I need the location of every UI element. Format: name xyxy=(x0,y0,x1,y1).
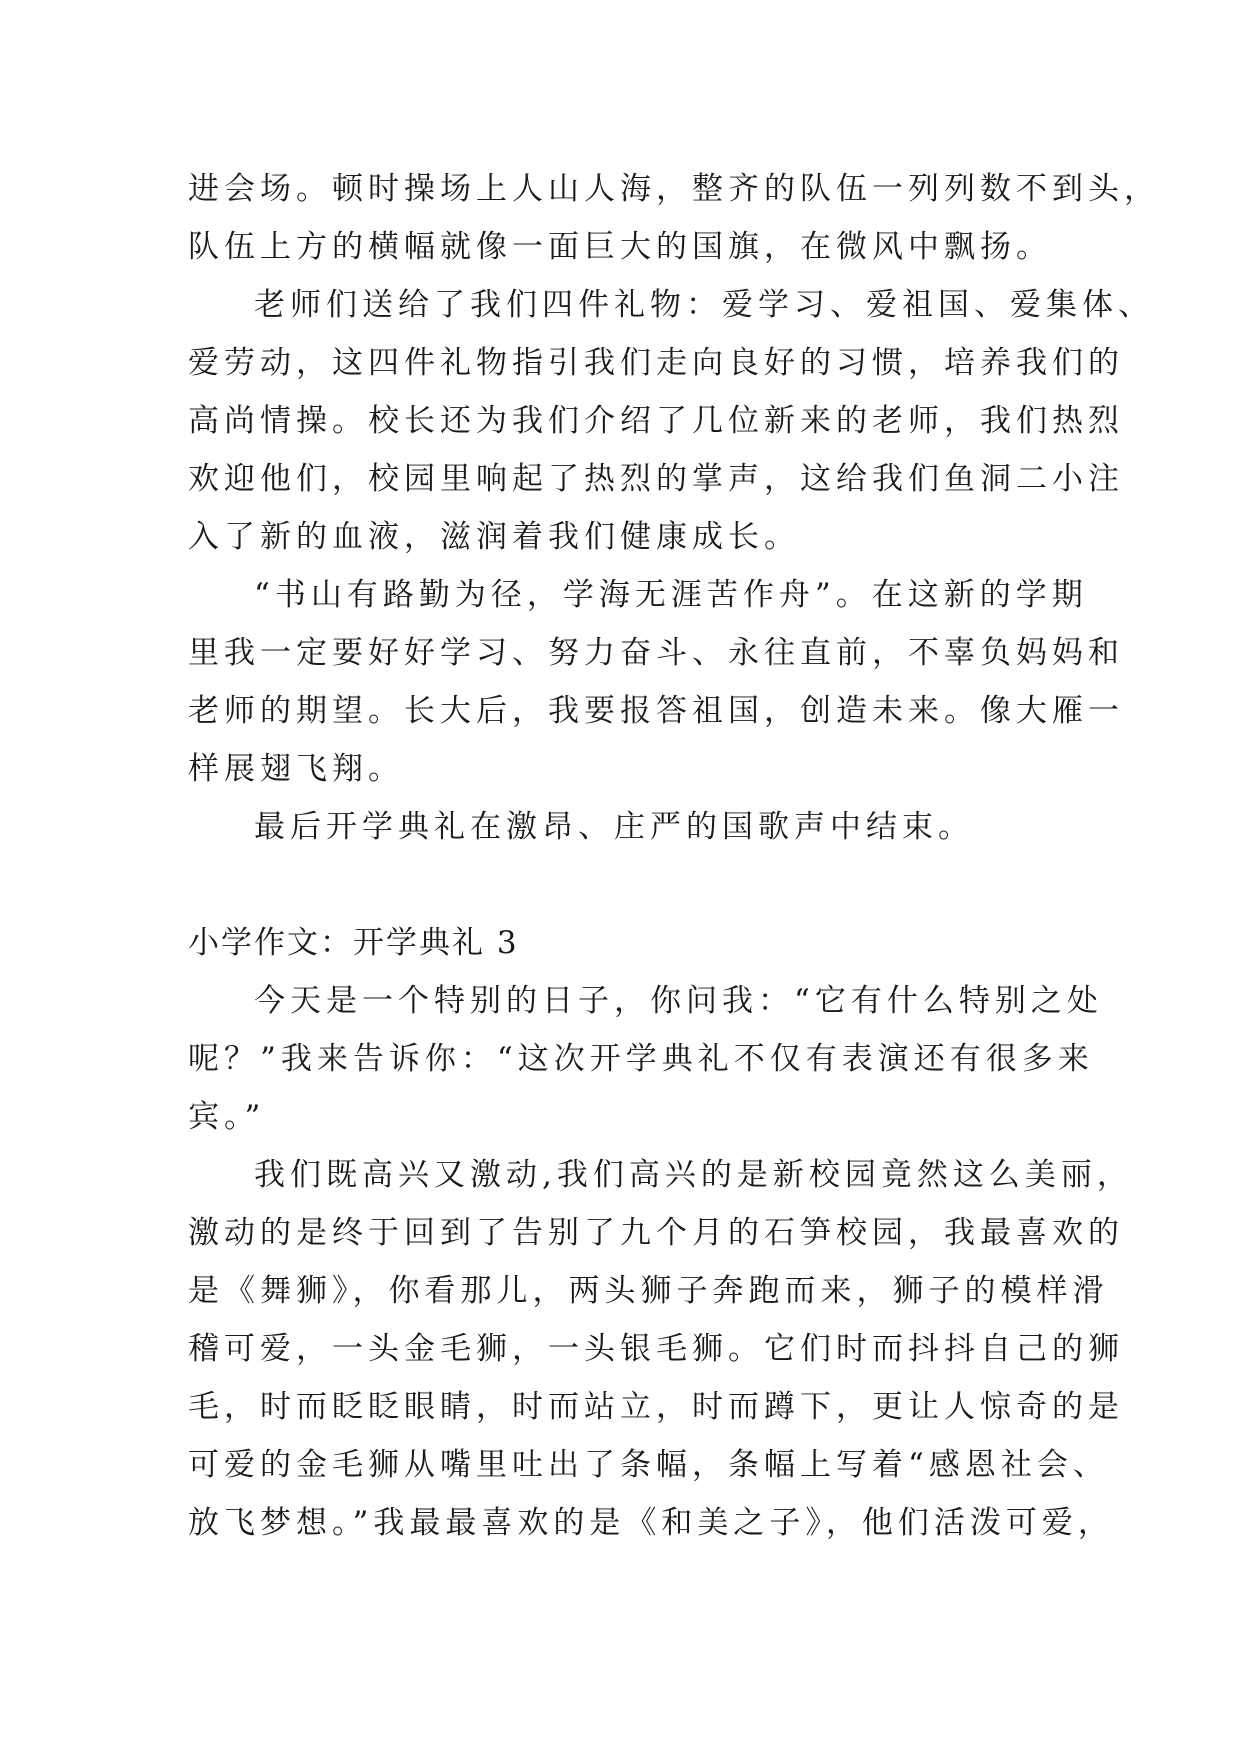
text-line: 爱劳动，这四件礼物指引我们走向良好的习惯，培养我们的 xyxy=(188,345,1124,381)
text-line: 宾。” xyxy=(188,1099,266,1135)
paragraph-special-day xyxy=(188,972,1103,1146)
text-line: 入了新的血液，滋润着我们健康成长。 xyxy=(188,519,800,555)
text-line: 老师的期望。长大后，我要报答祖国，创造未来。像大雁一 xyxy=(188,693,1124,729)
text-line: 今天是一个特别的日子，你问我：“它有什么特别之处 xyxy=(254,983,1103,1019)
section-gap xyxy=(188,856,1050,914)
paragraph-opening xyxy=(188,160,1160,276)
paragraph-lion-dance xyxy=(188,1146,1133,1552)
text-line: 稽可爱，一头金毛狮，一头银毛狮。它们时而抖抖自己的狮 xyxy=(188,1331,1124,1367)
text-line: 老师们送给了我们四件礼物：爱学习、爱祖国、爱集体、 xyxy=(254,287,1154,323)
text-line: 里我一定要好好学习、努力奋斗、永往直前，不辜负妈妈和 xyxy=(188,635,1124,671)
essay-title: 小学作文：开学典礼 3 xyxy=(188,925,519,961)
text-line: 欢迎他们，校园里响起了热烈的掌声，这给我们鱼洞二小注 xyxy=(188,461,1124,497)
paragraph-gifts xyxy=(188,276,1154,566)
document-page xyxy=(188,160,1160,1552)
paragraph-resolution xyxy=(188,566,1124,798)
text-line: “书山有路勤为径，学海无涯苦作舟”。在这新的学期 xyxy=(254,577,1088,613)
text-line: 最后开学典礼在激昂、庄严的国歌声中结束。 xyxy=(254,809,974,845)
text-line: 毛，时而眨眨眼睛，时而站立，时而蹲下，更让人惊奇的是 xyxy=(188,1389,1124,1425)
text-line: 可爱的金毛狮从嘴里吐出了条幅，条幅上写着“感恩社会、 xyxy=(188,1447,1109,1483)
text-line: 激动的是终于回到了告别了九个月的石笋校园，我最喜欢的 xyxy=(188,1215,1124,1251)
text-line: 是《舞狮》，你看那儿，两头狮子奔跑而来，狮子的模样滑 xyxy=(188,1273,1109,1309)
text-line: 样展翅飞翔。 xyxy=(188,751,404,787)
text-line: 放飞梦想。”我最最喜欢的是《和美之子》，他们活泼可爱， xyxy=(188,1505,1114,1541)
text-line: 进会场。顿时操场上人山人海，整齐的队伍一列列数不到头， xyxy=(188,171,1160,207)
text-line: 队伍上方的横幅就像一面巨大的国旗，在微风中飘扬。 xyxy=(188,229,1052,265)
text-line: 高尚情操。校长还为我们介绍了几位新来的老师，我们热烈 xyxy=(188,403,1124,439)
paragraph-closing xyxy=(188,798,1050,856)
text-line: 呢？”我来告诉你：“这次开学典礼不仅有表演还有很多来 xyxy=(188,1041,1094,1077)
text-line: 我们既高兴又激动,我们高兴的是新校园竟然这么美丽， xyxy=(254,1157,1133,1193)
